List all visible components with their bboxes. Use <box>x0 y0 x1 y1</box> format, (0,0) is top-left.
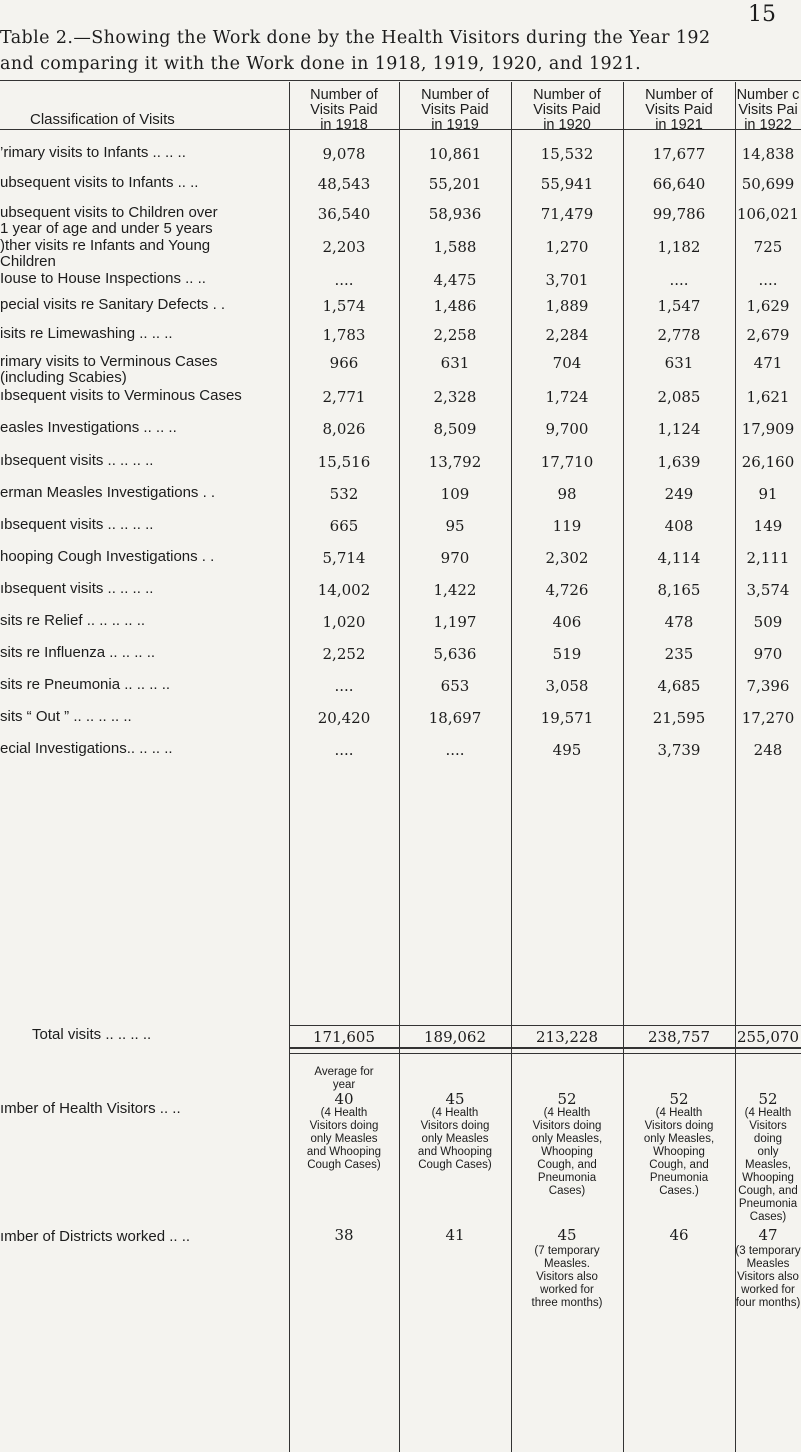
districts-note: worked for <box>741 1284 795 1296</box>
health-visitors-note: Visitors doing <box>749 1120 787 1145</box>
column-header-line: in 1921 <box>655 117 703 133</box>
table-cell: 235 <box>664 645 694 663</box>
health-visitors-note: Visitors doing <box>532 1120 602 1132</box>
table-cell: 8,509 <box>433 420 477 438</box>
row-label: sits re Relief .. .. .. .. .. <box>0 612 146 629</box>
column-header-line: Visits Paid <box>421 102 489 118</box>
column-header-line: Visits Pai <box>738 102 798 118</box>
health-visitors-note: Cases) <box>749 1211 787 1223</box>
row-label: hooping Cough Investigations . . <box>0 548 215 565</box>
row-label: ubsequent visits to Infants .. .. <box>0 174 199 191</box>
row-label: ıbsequent visits .. .. .. .. <box>0 516 154 533</box>
table-cell: 519 <box>552 645 582 663</box>
health-visitors-note: Cough, and <box>649 1159 709 1171</box>
table-cell: 17,677 <box>652 145 706 163</box>
health-visitors-note: only Measles, <box>531 1133 603 1145</box>
table-cell: .... <box>334 741 354 759</box>
column-header-line: Visits Paid <box>310 102 378 118</box>
table-cell: 99,786 <box>652 205 706 223</box>
total-bottom-rule <box>289 1047 801 1054</box>
table-title-line-2: and comparing it with the Work done in 1918, 1919, 1920, and 1921. <box>0 54 642 74</box>
health-visitors-note: Visitors doing <box>644 1120 714 1132</box>
total-cell: 255,070 <box>736 1028 800 1046</box>
table-cell: 406 <box>552 613 582 631</box>
table-cell: 26,160 <box>741 453 795 471</box>
table-cell: 2,252 <box>322 645 366 663</box>
row-label-continued: Children <box>0 253 56 270</box>
districts-note: Measles. <box>543 1258 591 1270</box>
table-cell: 1,422 <box>433 581 477 599</box>
table-cell: 1,639 <box>657 453 701 471</box>
health-visitors-label: ımber of Health Visitors .. .. <box>0 1100 181 1117</box>
table-cell: .... <box>445 741 465 759</box>
row-label: ecial Investigations.. .. .. .. <box>0 740 173 757</box>
health-visitors-note: (4 Health <box>431 1107 479 1119</box>
row-label: ’rimary visits to Infants .. .. .. <box>0 144 186 161</box>
table-cell: 17,909 <box>741 420 795 438</box>
health-visitors-number: 45 <box>445 1090 465 1108</box>
table-cell: 19,571 <box>540 709 594 727</box>
total-cell: 171,605 <box>312 1028 376 1046</box>
table-cell: 2,302 <box>545 549 589 567</box>
table-cell: .... <box>758 271 778 289</box>
table-cell: 20,420 <box>317 709 371 727</box>
table-cell: 1,182 <box>657 238 701 256</box>
table-cell: 1,724 <box>545 388 589 406</box>
table-cell: 36,540 <box>317 205 371 223</box>
table-cell: 1,629 <box>746 297 790 315</box>
row-label: ubsequent visits to Children over <box>0 204 218 221</box>
table-cell: 48,543 <box>317 175 371 193</box>
table-cell: 1,889 <box>545 297 589 315</box>
districts-number: 47 <box>758 1226 778 1244</box>
row-label: sits “ Out ” .. .. .. .. .. <box>0 708 132 725</box>
health-visitors-cell <box>623 1092 735 1198</box>
table-cell: 1,588 <box>433 238 477 256</box>
table-cell: 95 <box>445 517 465 535</box>
table-cell: 966 <box>329 354 359 372</box>
health-visitors-note: Whooping <box>541 1146 593 1158</box>
districts-number: 45 <box>557 1226 577 1244</box>
table-cell: 2,085 <box>657 388 701 406</box>
health-visitors-note: (4 Health <box>543 1107 591 1119</box>
table-cell: 1,574 <box>322 297 366 315</box>
districts-cell <box>399 1226 511 1245</box>
table-cell: 106,021 <box>736 205 800 223</box>
table-cell: 3,701 <box>545 271 589 289</box>
column-header-line: in 1918 <box>320 117 368 133</box>
column-header-line: Number of <box>533 87 601 103</box>
row-label: ıbsequent visits .. .. .. .. <box>0 452 154 469</box>
table-cell: 21,595 <box>652 709 706 727</box>
table-cell: 109 <box>440 485 470 503</box>
districts-note: Measles <box>746 1258 790 1270</box>
table-cell: 478 <box>664 613 694 631</box>
table-cell: 5,714 <box>322 549 366 567</box>
total-cell: 238,757 <box>647 1028 711 1046</box>
table-cell: 704 <box>552 354 582 372</box>
table-cell: 15,516 <box>317 453 371 471</box>
health-visitors-note-top: Average for <box>314 1066 374 1078</box>
total-cell: 189,062 <box>423 1028 487 1046</box>
table-cell: 408 <box>664 517 694 535</box>
table-cell: 471 <box>753 354 783 372</box>
table-cell: 149 <box>753 517 783 535</box>
table-cell: 9,700 <box>545 420 589 438</box>
table-cell: 2,328 <box>433 388 477 406</box>
table-cell: 5,636 <box>433 645 477 663</box>
health-visitors-number: 52 <box>557 1090 577 1108</box>
table-cell: 2,284 <box>545 326 589 344</box>
row-label-continued: 1 year of age and under 5 years <box>0 220 213 237</box>
table-cell: .... <box>669 271 689 289</box>
table-cell: 4,114 <box>657 549 701 567</box>
row-label: erman Measles Investigations . . <box>0 484 216 501</box>
health-visitors-note: Cough, and <box>537 1159 597 1171</box>
table-cell: 17,710 <box>540 453 594 471</box>
page-number: 15 <box>748 2 776 27</box>
health-visitors-note: Whooping <box>653 1146 705 1158</box>
table-cell: 8,165 <box>657 581 701 599</box>
column-header <box>511 88 623 133</box>
districts-note: worked for <box>540 1284 594 1296</box>
table-cell: 4,685 <box>657 677 701 695</box>
table-cell: 970 <box>753 645 783 663</box>
table-cell: 14,838 <box>741 145 795 163</box>
districts-cell <box>289 1226 399 1245</box>
table-cell: 1,486 <box>433 297 477 315</box>
table-cell: 18,697 <box>428 709 482 727</box>
row-label: )ther visits re Infants and Young <box>0 237 211 254</box>
health-visitors-note: (4 Health <box>655 1107 703 1119</box>
health-visitors-number: 40 <box>334 1090 354 1108</box>
table-cell: 55,201 <box>428 175 482 193</box>
health-visitors-cell <box>399 1092 511 1172</box>
table-cell: 55,941 <box>540 175 594 193</box>
table-cell: 3,739 <box>657 741 701 759</box>
health-visitors-cell <box>289 1066 399 1172</box>
table-cell: 249 <box>664 485 694 503</box>
health-visitors-note: Cough, and <box>738 1185 798 1197</box>
table-cell: 4,726 <box>545 581 589 599</box>
table-cell: .... <box>334 271 354 289</box>
table-cell: 248 <box>753 741 783 759</box>
health-visitors-note: Visitors doing <box>420 1120 490 1132</box>
health-visitors-note: Pneumonia <box>649 1172 709 1184</box>
row-label: ıbsequent visits to Verminous Cases <box>0 387 242 404</box>
classification-header: Classification of Visits <box>30 111 175 128</box>
health-visitors-number: 52 <box>758 1090 778 1108</box>
table-cell: 725 <box>753 238 783 256</box>
total-cell: 213,228 <box>535 1028 599 1046</box>
table-cell: 2,203 <box>322 238 366 256</box>
column-header <box>735 88 801 133</box>
row-label: sits re Pneumonia .. .. .. .. <box>0 676 171 693</box>
table-cell: 119 <box>552 517 582 535</box>
health-visitors-note: Visitors doing <box>309 1120 379 1132</box>
health-visitors-note: (4 Health <box>744 1107 792 1119</box>
column-header-line: in 1919 <box>431 117 479 133</box>
table-cell: 13,792 <box>428 453 482 471</box>
table-cell: 1,783 <box>322 326 366 344</box>
table-cell: 3,058 <box>545 677 589 695</box>
districts-number: 38 <box>334 1226 354 1244</box>
column-header-line: in 1922 <box>744 117 792 133</box>
table-cell: 7,396 <box>746 677 790 695</box>
row-label: rimary visits to Verminous Cases <box>0 353 218 370</box>
health-visitors-cell <box>735 1092 801 1224</box>
table-cell: 1,547 <box>657 297 701 315</box>
column-header-line: Number of <box>421 87 489 103</box>
table-cell: 14,002 <box>317 581 371 599</box>
row-label: isits re Limewashing .. .. .. <box>0 325 173 342</box>
table-title-line-1: Table 2.—Showing the Work done by the Health Visitors during the Year 192 <box>0 28 711 48</box>
row-label: sits re Influenza .. .. .. .. <box>0 644 156 661</box>
total-top-rule <box>289 1025 801 1026</box>
health-visitors-note: only Measles <box>421 1133 489 1145</box>
column-header-line: in 1920 <box>543 117 591 133</box>
districts-cell <box>511 1226 623 1310</box>
health-visitors-note: and Whooping <box>417 1146 493 1158</box>
table-cell: 532 <box>329 485 359 503</box>
table-cell: 2,111 <box>746 549 790 567</box>
table-cell: 58,936 <box>428 205 482 223</box>
districts-note: three months) <box>531 1297 603 1309</box>
health-visitors-note: Whooping <box>742 1172 794 1184</box>
health-visitors-note: Cough Cases) <box>307 1159 381 1171</box>
health-visitors-note: Cases.) <box>659 1185 699 1197</box>
health-visitors-note: Pneumonia <box>738 1198 798 1210</box>
table-cell: 9,078 <box>322 145 366 163</box>
health-visitors-note: only Measles <box>310 1133 378 1145</box>
districts-note: (7 temporary <box>534 1245 600 1257</box>
districts-note: four months) <box>735 1297 801 1309</box>
column-header-line: Number of <box>645 87 713 103</box>
health-visitors-number: 52 <box>669 1090 689 1108</box>
table-cell: 2,258 <box>433 326 477 344</box>
table-cell: 1,020 <box>322 613 366 631</box>
column-header <box>289 88 399 133</box>
column-header-line: Visits Paid <box>645 102 713 118</box>
table-cell: 509 <box>753 613 783 631</box>
table-cell: 4,475 <box>433 271 477 289</box>
table-cell: 2,679 <box>746 326 790 344</box>
table-cell: 1,124 <box>657 420 701 438</box>
row-label-continued: (including Scabies) <box>0 369 127 386</box>
districts-number: 41 <box>445 1226 465 1244</box>
table-cell: 8,026 <box>322 420 366 438</box>
row-label: easles Investigations .. .. .. <box>0 419 177 436</box>
top-rule <box>0 80 801 81</box>
table-cell: 71,479 <box>540 205 594 223</box>
table-cell: 2,778 <box>657 326 701 344</box>
health-visitors-note: only Measles, <box>643 1133 715 1145</box>
table-cell: 495 <box>552 741 582 759</box>
table-cell: 631 <box>664 354 694 372</box>
districts-note: Visitors also <box>737 1271 799 1283</box>
districts-number: 46 <box>669 1226 689 1244</box>
table-cell: 50,699 <box>741 175 795 193</box>
health-visitors-note-top: year <box>332 1079 356 1091</box>
row-label: Iouse to House Inspections .. .. <box>0 270 206 287</box>
districts-label: ımber of Districts worked .. .. <box>0 1228 191 1245</box>
table-cell: 1,197 <box>433 613 477 631</box>
table-cell: 970 <box>440 549 470 567</box>
table-cell: 3,574 <box>746 581 790 599</box>
table-cell: 2,771 <box>322 388 366 406</box>
health-visitors-cell <box>511 1092 623 1198</box>
table-cell: 1,621 <box>746 388 790 406</box>
health-visitors-note: only Measles, <box>744 1146 792 1171</box>
table-cell: 1,270 <box>545 238 589 256</box>
table-cell: 15,532 <box>540 145 594 163</box>
table-cell: .... <box>334 677 354 695</box>
health-visitors-note: Cases) <box>548 1185 586 1197</box>
column-header-line: Visits Paid <box>533 102 601 118</box>
districts-cell <box>623 1226 735 1245</box>
row-label: pecial visits re Sanitary Defects . . <box>0 296 226 313</box>
table-cell: 66,640 <box>652 175 706 193</box>
column-header-line: Number c <box>736 87 800 103</box>
districts-note: Visitors also <box>536 1271 598 1283</box>
table-cell: 653 <box>440 677 470 695</box>
total-label: Total visits .. .. .. .. <box>32 1026 152 1043</box>
table-cell: 91 <box>758 485 778 503</box>
health-visitors-note: (4 Health <box>320 1107 368 1119</box>
column-header <box>399 88 511 133</box>
row-label: ıbsequent visits .. .. .. .. <box>0 580 154 597</box>
table-cell: 98 <box>557 485 577 503</box>
health-visitors-note: and Whooping <box>306 1146 382 1158</box>
health-visitors-note: Pneumonia <box>537 1172 597 1184</box>
health-visitors-note: Cough Cases) <box>418 1159 492 1171</box>
table-cell: 17,270 <box>741 709 795 727</box>
districts-note: (3 temporary <box>735 1245 801 1257</box>
districts-cell <box>735 1226 801 1310</box>
column-header-line: Number of <box>310 87 378 103</box>
table-cell: 10,861 <box>428 145 482 163</box>
table-cell: 665 <box>329 517 359 535</box>
table-cell: 631 <box>440 354 470 372</box>
column-header <box>623 88 735 133</box>
